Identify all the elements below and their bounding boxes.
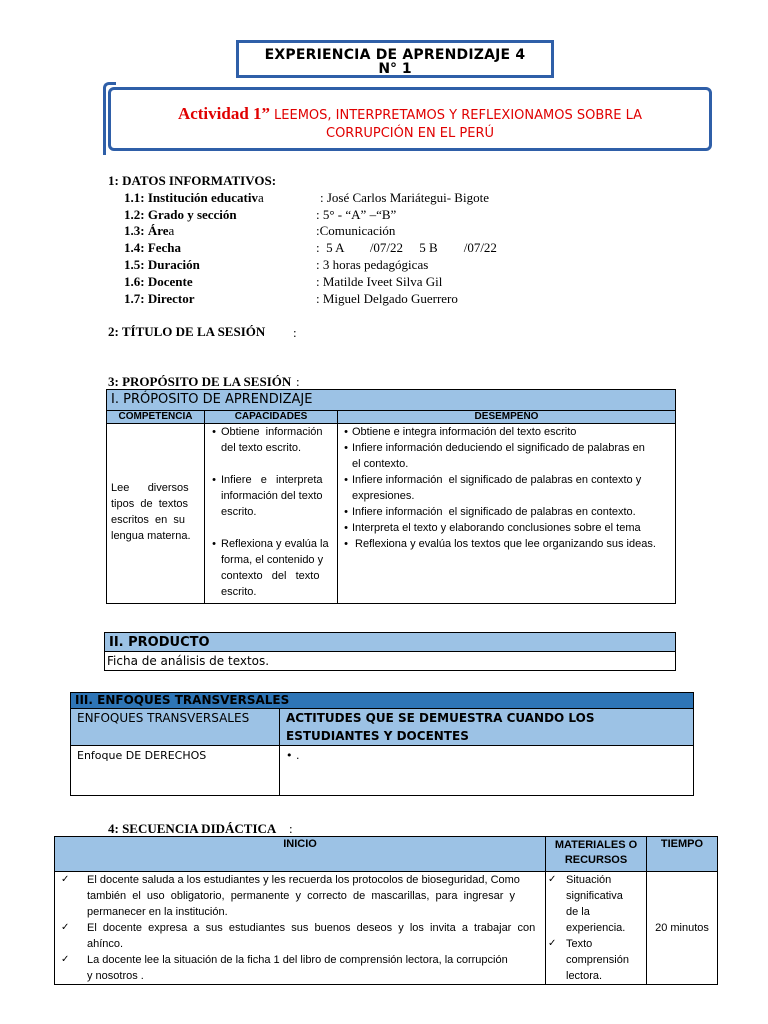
datos-label: 1.4: Fecha xyxy=(124,240,182,255)
competencia-line: lengua materna. xyxy=(111,530,191,542)
competencia-cell xyxy=(107,424,205,604)
desempeno-line: Obtiene e integra información del texto escrito xyxy=(352,426,577,438)
datos-row-5 xyxy=(124,257,200,273)
competencia-line: tipos de textos xyxy=(111,498,189,510)
checkmark-icon: ✓ xyxy=(61,954,70,965)
enfoques-table xyxy=(70,692,694,796)
capacidad-item xyxy=(207,472,335,520)
capacidad-line: escrito. xyxy=(221,506,257,518)
datos-label-rest: a xyxy=(168,223,175,238)
titulo-sesion-label: 2: TÍTULO DE LA SESIÓN xyxy=(108,324,266,339)
header-materiales: MATERIALES O RECURSOS xyxy=(546,837,647,872)
header-inicio: INICIO xyxy=(55,837,546,872)
bullet-icon: • xyxy=(212,474,216,486)
inicio-line: también el uso obligatorio, permanente y correcto de mascarillas, para ingresar y xyxy=(87,890,515,902)
material-line: comprensión xyxy=(566,954,629,966)
capacidades-cell xyxy=(205,424,338,604)
activity-line-1 xyxy=(111,104,709,124)
desempeno-item xyxy=(340,472,673,504)
proposito-table-title-cell xyxy=(107,390,676,411)
inicio-cell xyxy=(55,872,546,985)
experience-title-box xyxy=(236,40,554,78)
secuencia-label: 4: SECUENCIA DIDÁCTICA xyxy=(108,821,277,836)
bullet-icon: • xyxy=(344,474,348,486)
desempeno-item xyxy=(340,504,673,520)
bullet-icon: • xyxy=(344,538,348,550)
inicio-line: permanecer en la institución. xyxy=(87,906,228,918)
desempeno-item xyxy=(340,440,673,472)
datos-label: 1.3: Áre xyxy=(124,223,169,238)
header-capacidades: CAPACIDADES xyxy=(205,411,338,424)
producto-text: Ficha de análisis de textos. xyxy=(107,654,270,668)
inicio-line: El docente expresa a sus estudiantes sus buenos deseos y los invita a trabajar con xyxy=(87,922,536,934)
header-tiempo: TIEMPO xyxy=(647,837,718,872)
bullet-icon: • xyxy=(344,442,348,454)
competencia-line: Lee diversos xyxy=(111,482,189,494)
material-line: significativa xyxy=(566,890,623,902)
proposito-sesion-colon: : xyxy=(296,374,300,389)
enfoques-col1-header: ENFOQUES TRANSVERSALES xyxy=(77,711,250,725)
datos-label: 1.6: Docente xyxy=(124,274,193,289)
enfoque-actitud-cell xyxy=(280,746,694,796)
proposito-table xyxy=(106,389,676,604)
datos-row-2 xyxy=(124,207,237,223)
datos-heading: 1: DATOS INFORMATIVOS: xyxy=(108,173,277,188)
desempeno-line: Infiere información el significado de palabras en contexto y xyxy=(352,474,642,486)
material-item xyxy=(548,936,644,984)
enfoques-title-cell xyxy=(71,693,694,709)
datos-label: 1.2: Grado y sección xyxy=(124,207,237,222)
inicio-item xyxy=(61,920,539,952)
datos-value-institucion: : José Carlos Mariátegui- Bigote xyxy=(320,190,489,205)
header-competencia: COMPETENCIA xyxy=(107,411,205,424)
enfoques-col2-header-cell xyxy=(280,709,694,746)
capacidad-line: del texto escrito. xyxy=(221,442,302,454)
enfoques-title: III. ENFOQUES TRANSVERSALES xyxy=(75,693,290,707)
inicio-line: La docente lee la situación de la ficha 1 del libro de comprensión lectora, la corrupción xyxy=(87,954,508,966)
checkmark-icon: ✓ xyxy=(548,938,557,949)
desempeno-line: Infiere información deduciendo el significado de palabras en xyxy=(352,442,645,454)
inicio-line: y nosotros . xyxy=(87,970,144,982)
datos-value-area: :Comunicación xyxy=(316,223,396,238)
capacidad-item xyxy=(207,536,335,600)
enfoque-actitud: • . xyxy=(286,749,300,762)
secuencia-table xyxy=(54,836,718,985)
material-line: experiencia. xyxy=(566,922,626,934)
inicio-line: ahínco. xyxy=(87,938,124,950)
capacidad-line: información del texto xyxy=(221,490,323,502)
bullet-icon: • xyxy=(344,506,348,518)
activity-title-part-1: LEEMOS, INTERPRETAMOS Y REFLEXIONAMOS SOBRE LA xyxy=(274,108,643,123)
experience-number: N° 1 xyxy=(378,61,412,77)
datos-label: 1.7: Director xyxy=(124,291,195,306)
activity-box xyxy=(108,87,712,151)
producto-text-cell xyxy=(105,652,676,671)
desempeno-line: el contexto. xyxy=(352,458,409,470)
enfoque-name: Enfoque DE DERECHOS xyxy=(77,749,207,762)
datos-row-6 xyxy=(124,274,193,290)
bullet-icon: • xyxy=(212,538,216,550)
capacidad-line: Obtiene información xyxy=(221,426,323,438)
material-line: de la xyxy=(566,906,590,918)
inicio-item xyxy=(61,872,539,920)
bullet-icon: • xyxy=(212,426,216,438)
desempeno-cell xyxy=(338,424,676,604)
materiales-cell xyxy=(546,872,647,985)
producto-title-cell xyxy=(105,633,676,652)
enfoques-col2-header: ACTITUDES QUE SE DEMUESTRA CUANDO LOS ESTUDIANTES Y DOCENTES xyxy=(286,711,595,743)
datos-row-4 xyxy=(124,240,181,256)
checkmark-icon: ✓ xyxy=(61,874,70,885)
inicio-line: El docente saluda a los estudiantes y les recuerda los protocolos de bioseguridad, Como xyxy=(87,874,520,886)
desempeno-item xyxy=(340,520,673,536)
checkmark-icon: ✓ xyxy=(61,922,70,933)
enfoque-name-cell xyxy=(71,746,280,796)
capacidad-line: escrito. xyxy=(221,586,257,598)
enfoques-col1-header-cell xyxy=(71,709,280,746)
datos-value-director: : Miguel Delgado Guerrero xyxy=(316,291,458,306)
desempeno-line: Interpreta el texto y elaborando conclusiones sobre el tema xyxy=(352,522,641,534)
tiempo-value: 20 minutos xyxy=(655,922,709,934)
activity-label: Actividad 1” xyxy=(177,104,271,123)
inicio-item xyxy=(61,952,539,984)
datos-row-3 xyxy=(124,223,174,239)
capacidad-line: contexto del texto xyxy=(221,570,320,582)
secuencia-colon: : xyxy=(289,821,293,836)
producto-title: II. PRODUCTO xyxy=(109,635,210,650)
capacidad-line: forma, el contenido y xyxy=(221,554,324,566)
desempeno-line: Infiere información el significado de palabras en contexto. xyxy=(352,506,636,518)
producto-table xyxy=(104,632,676,671)
tiempo-cell xyxy=(647,872,718,985)
bullet-icon: • xyxy=(344,426,348,438)
titulo-sesion-colon: : xyxy=(293,325,297,340)
proposito-sesion-label: 3: PROPÓSITO DE LA SESIÓN xyxy=(108,374,292,389)
desempeno-item xyxy=(340,536,673,552)
desempeno-line: Reflexiona y evalúa los textos que lee organizando sus ideas. xyxy=(352,538,656,550)
bullet-icon: • xyxy=(344,522,348,534)
capacidad-line: Infiere e interpreta xyxy=(221,474,323,486)
material-item xyxy=(548,872,644,936)
datos-value-docente: : Matilde Iveet Silva Gil xyxy=(316,274,443,289)
material-line: lectora. xyxy=(566,970,603,982)
datos-value-grado: : 5° - “A” –“B” xyxy=(316,207,397,222)
datos-label: 1.1: Institución educativ xyxy=(124,190,258,205)
material-line: Texto xyxy=(566,938,593,950)
experience-title: EXPERIENCIA DE APRENDIZAJE 4 xyxy=(264,47,526,63)
desempeno-item xyxy=(340,424,673,440)
datos-label: 1.5: Duración xyxy=(124,257,200,272)
desempeno-line: expresiones. xyxy=(352,490,415,502)
capacidad-line: Reflexiona y evalúa la xyxy=(221,538,329,550)
capacidad-item xyxy=(207,424,335,456)
datos-label-rest: a xyxy=(257,190,264,205)
material-line: Situación xyxy=(566,874,612,886)
datos-value-duracion: : 3 horas pedagógicas xyxy=(316,257,429,272)
checkmark-icon: ✓ xyxy=(548,874,557,885)
datos-value-fecha: : 5 A /07/22 5 B /07/22 xyxy=(316,240,497,255)
activity-title-part-2: CORRUPCIÓN EN EL PERÚ xyxy=(326,126,494,141)
datos-row-7 xyxy=(124,291,195,307)
datos-row-1 xyxy=(124,190,264,206)
competencia-line: escritos en su xyxy=(111,514,185,526)
header-desempeno: DESEMPEÑO xyxy=(338,411,676,424)
proposito-table-title: I. PRÓPOSITO DE APRENDIZAJE xyxy=(111,392,313,407)
